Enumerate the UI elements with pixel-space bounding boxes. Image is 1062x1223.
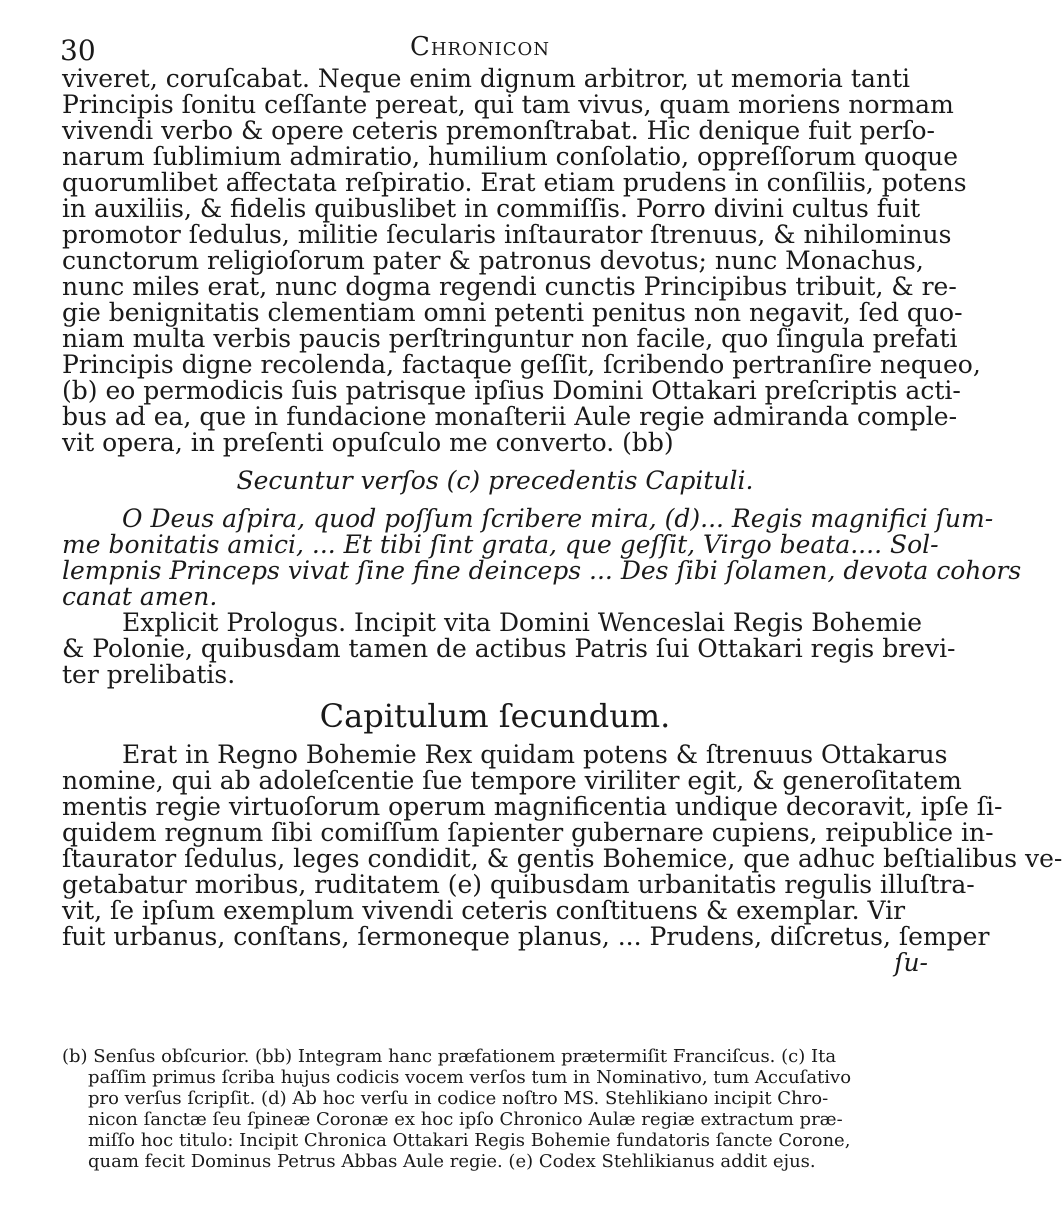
chapter-heading: Capitulum ſecundum. (319, 697, 671, 735)
verse-line: me bonitatis amici, ... Et tibi ſint grata, que geſſit, Virgo beata.... Sol- (62, 530, 939, 559)
text-line: Principis ſonitu ceſſante pereat, qui tam vivus, quam moriens normam (62, 90, 954, 119)
text-line: in auxiliis, & fidelis quibuslibet in commiſſis. Porro divini cultus fuit (62, 194, 921, 223)
text-line: promotor ſedulus, militie ſecularis inſtaurator ſtrenuus, & nihilominus (62, 220, 952, 249)
text-line: quidem regnum ſibi comiſſum ſapienter gubernare cupiens, reipublice in- (62, 818, 994, 847)
text-line: & Polonie, quibusdam tamen de actibus Patris ſui Ottakari regis brevi- (62, 634, 956, 663)
verse-line: lempnis Princeps vivat ſine fine deinceps ... Des ſibi ſolamen, devota cohors (62, 556, 1022, 585)
explicit-block (62, 608, 956, 689)
text-line: quorumlibet affectata reſpiratio. Erat etiam prudens in conſiliis, potens (62, 168, 967, 197)
paragraph-prologue-end (62, 64, 981, 457)
footnote-line: miſſo hoc titulo: Incipit Chronica Ottakari Regis Bohemie fundatoris ſancte Corone, (88, 1130, 851, 1151)
main-text (62, 64, 1062, 977)
footnote-line: pro verſus ſcripſit. (d) Ab hoc verſu in codice noſtro MS. Stehlikiano incipit Chro- (88, 1088, 829, 1109)
text-line: cunctorum religioſorum pater & patronus devotus; nunc Monachus, (62, 246, 924, 275)
text-line: vit opera, in preſenti opuſculo me converto. (bb) (62, 428, 674, 457)
text-line: ter prelibatis. (62, 660, 236, 689)
text-line: narum ſublimium admiratio, humilium conſolatio, oppreſſorum quoque (62, 142, 959, 171)
page-header (0, 28, 960, 68)
text-line: Principis digne recolenda, factaque geſſit, ſcribendo pertranſire nequeo, (62, 350, 981, 379)
text-line: fuit urbanus, conſtans, ſermoneque planus, ... Prudens, diſcretus, ſemper (62, 922, 990, 951)
text-line: getabatur moribus, ruditatem (e) quibusdam urbanitatis regulis illuſtra- (62, 870, 975, 899)
footnotes (62, 1046, 928, 1172)
running-title: Chronicon (409, 32, 551, 62)
footnote-line: paſſim primus ſcriba hujus codicis vocem verſos tum in Nominativo, tum Accuſativo (88, 1067, 852, 1088)
footnote-line: nicon ſanctæ ſeu ſpineæ Coronæ ex hoc ipſo Chronico Aulæ regiæ extractum præ- (88, 1109, 843, 1130)
text-line: bus ad ea, que in fundacione monaſterii Aule regie admiranda comple- (62, 402, 958, 431)
text-line: Erat in Regno Bohemie Rex quidam potens & ſtrenuus Ottakarus (122, 740, 948, 769)
verses-title: Secuntur verſos (c) precedentis Capituli. (236, 466, 754, 495)
text-line: gie benignitatis clementiam omni petenti penitus non negavit, ſed quo- (62, 298, 963, 327)
text-line: vivendi verbo & opere ceteris premonſtrabat. Hic denique fuit perſo- (62, 116, 935, 145)
verses-block (62, 504, 1022, 611)
page-number: 30 (60, 34, 96, 67)
text-line: (b) eo permodicis ſuis patrisque ipſius Domini Ottakari preſcriptis acti- (62, 376, 961, 405)
text-line: nomine, qui ab adoleſcentie ſue tempore viriliter egit, & generoſitatem (62, 766, 962, 795)
catchword: ſu- (894, 948, 928, 977)
text-line: mentis regie virtuoſorum operum magnificentia undique decoravit, ipſe ſi- (62, 792, 1003, 821)
text-line: ſtaurator ſedulus, leges condidit, & gentis Bohemice, que adhuc beſtialibus ve- (62, 844, 1062, 873)
text-line: viveret, coruſcabat. Neque enim dignum arbitror, ut memoria tanti (62, 64, 910, 93)
verse-line: O Deus aſpira, quod poſſum ſcribere mira, (d)... Regis magnifici ſum- (122, 504, 994, 533)
paragraph-chapter-two (62, 740, 1062, 977)
text-line: vit, ſe ipſum exemplum vivendi ceteris conſtituens & exemplar. Vir (62, 896, 906, 925)
text-line: Explicit Prologus. Incipit vita Domini Wenceslai Regis Bohemie (122, 608, 923, 637)
text-line: nunc miles erat, nunc dogma regendi cunctis Principibus tribuit, & re- (62, 272, 957, 301)
footnote-line: (b) Senſus obſcurior. (bb) Integram hanc præfationem prætermiſit Franciſcus. (c) Ita (62, 1046, 837, 1067)
text-line: niam multa verbis paucis perſtringuntur non facile, quo ſingula prefati (62, 324, 958, 353)
verse-line: canat amen. (62, 582, 218, 611)
footnote-line: quam fecit Dominus Petrus Abbas Aule regie. (e) Codex Stehlikianus addit ejus. (88, 1151, 816, 1172)
